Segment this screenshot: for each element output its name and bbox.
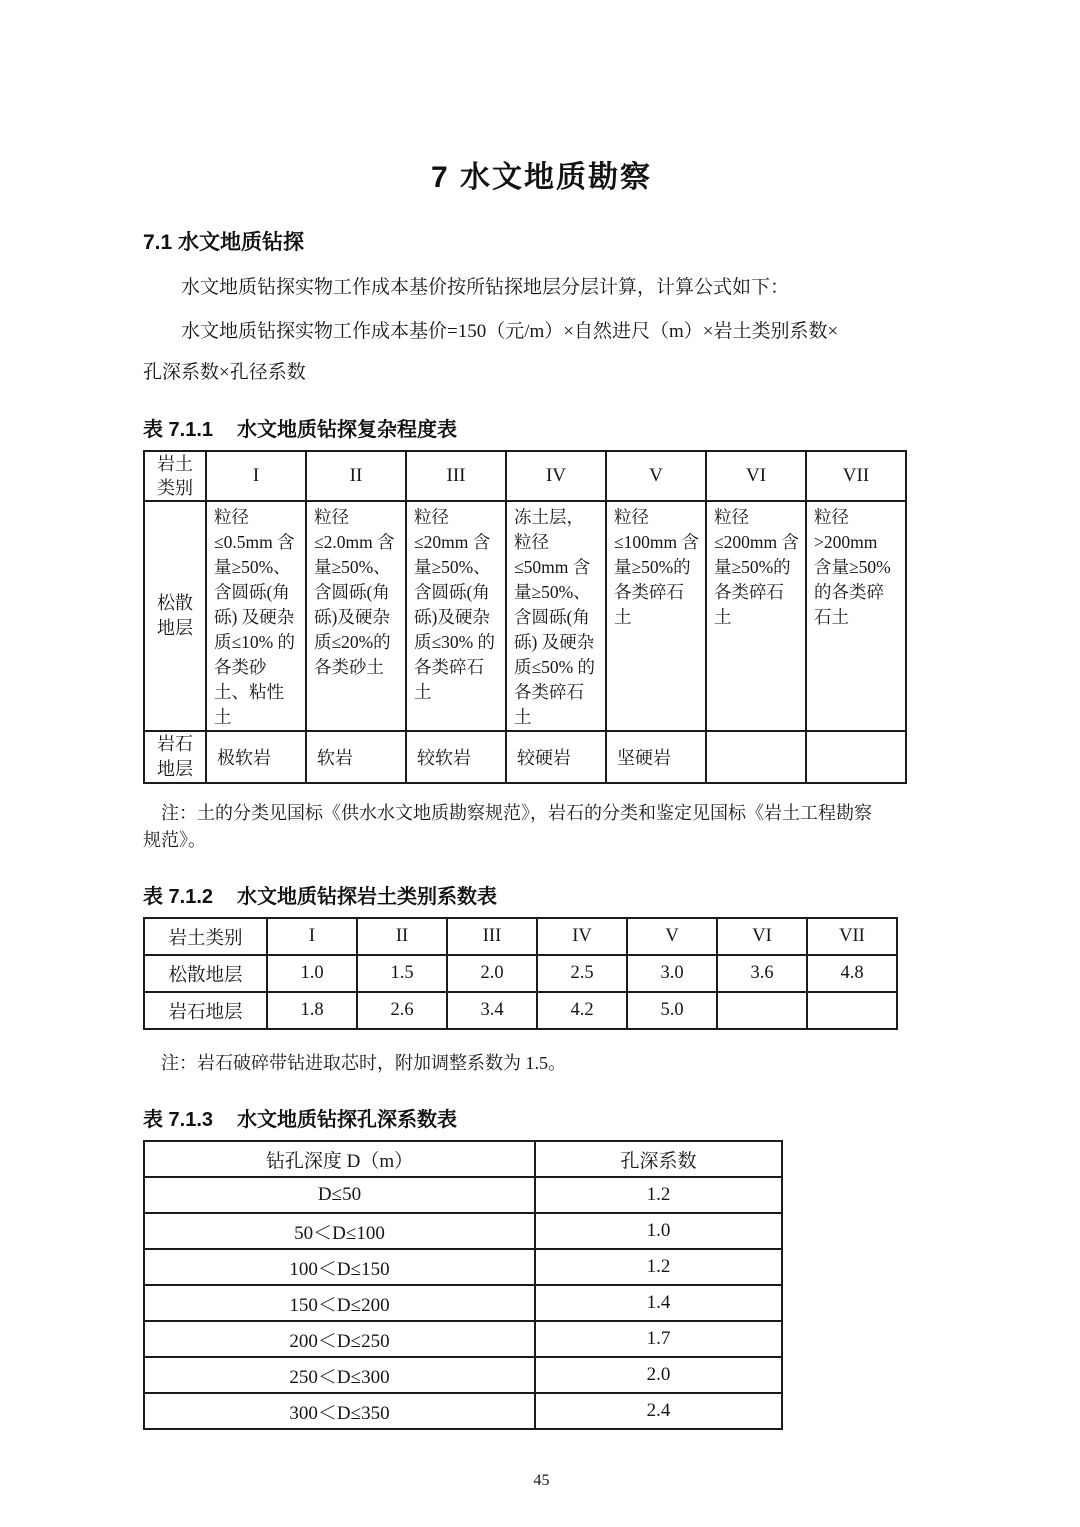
t1-cell [806,731,906,783]
t1-cell: 软岩 [306,731,406,783]
t2-row-label: 岩石地层 [144,992,267,1029]
t1-col-header: V [606,451,706,501]
table-caption-label: 表 7.1.3 [143,1109,214,1131]
t1-col-header: VI [706,451,806,501]
table-row [144,731,906,783]
t1-cell: 较硬岩 [506,731,606,783]
table-row [144,1285,782,1321]
t2-cell: 3.6 [717,955,807,992]
table-7-1-1-caption [143,413,940,442]
t1-col-header: II [306,451,406,501]
table-caption-title: 水文地质钻探复杂程度表 [237,419,458,441]
table-7-1-1 [143,450,907,784]
t3-range-cell: 50＜D≤100 [144,1213,535,1249]
t2-cell: 3.0 [627,955,717,992]
t2-col-header: II [357,918,447,955]
t1-col-header: III [406,451,506,501]
t2-cell [807,992,897,1029]
table-row [144,918,897,955]
t1-cell: 极软岩 [206,731,306,783]
t2-cell: 1.5 [357,955,447,992]
t1-cell: 粒径≤200mm 含量≥50%的各类碎石土 [706,501,806,731]
note-line: 注：土的分类见国标《供水水文地质勘察规范》，岩石的分类和鉴定见国标《岩土工程勘察 [161,803,872,823]
table-7-1-2-note: 注：岩石破碎带钻进取芯时，附加调整系数为 1.5。 [161,1053,566,1073]
t3-range-cell: 100＜D≤150 [144,1249,535,1285]
t3-coef-cell: 1.7 [535,1321,782,1357]
table-caption-label: 表 7.1.1 [143,419,214,441]
t1-cell [706,731,806,783]
t1-cell: 粒径>200mm 含量≥50%的各类碎石土 [806,501,906,731]
table-row [144,451,906,501]
table-7-1-2 [143,917,898,1030]
table-row [144,992,897,1029]
t1-col-header: IV [506,451,606,501]
t2-row-label: 松散地层 [144,955,267,992]
t2-col-header: VII [807,918,897,955]
t2-cell: 1.0 [267,955,357,992]
t1-cell: 粒径≤20mm 含量≥50%、含圆砾(角砾)及硬杂质≤30% 的各类碎石土 [406,501,506,731]
table-7-1-2-caption [143,880,940,909]
t3-coef-cell: 1.2 [535,1249,782,1285]
page-number: 45 [533,1472,550,1489]
table-row [144,1393,782,1429]
t2-col-header: III [447,918,537,955]
t2-cell: 5.0 [627,992,717,1029]
t3-coef-cell: 1.4 [535,1285,782,1321]
table-7-1-3-caption [143,1103,940,1132]
t1-cell: 较软岩 [406,731,506,783]
t2-cell: 4.2 [537,992,627,1029]
t2-cell [717,992,807,1029]
t1-cell: 粒径≤0.5mm 含量≥50%、含圆砾(角砾) 及硬杂质≤10% 的各类砂土、粘性土 [206,501,306,731]
t1-row-label: 松散地层 [144,501,206,731]
table-row [144,1213,782,1249]
t3-coef-cell: 2.4 [535,1393,782,1429]
t3-range-cell: D≤50 [144,1177,535,1213]
formula-line-1: 水文地质钻探实物工作成本基价=150（元/m）×自然进尺（m）×岩土类别系数× [181,321,839,342]
note-line: 规范》。 [143,830,206,850]
t3-range-cell: 150＜D≤200 [144,1285,535,1321]
t3-col-header-coef: 孔深系数 [535,1141,782,1177]
paragraph-intro: 水文地质钻探实物工作成本基价按所钻探地层分层计算，计算公式如下： [181,277,790,298]
table-row [144,1141,782,1177]
t1-cell: 坚硬岩 [606,731,706,783]
table-row [144,955,897,992]
t2-cell: 3.4 [447,992,537,1029]
t2-col-header: IV [537,918,627,955]
table-row [144,1177,782,1213]
t3-range-cell: 250＜D≤300 [144,1357,535,1393]
table-row [144,501,906,731]
t1-cell: 粒径≤100mm 含量≥50%的各类碎石土 [606,501,706,731]
t3-coef-cell: 1.0 [535,1213,782,1249]
t2-cell: 2.5 [537,955,627,992]
table-caption-title: 水文地质钻探岩土类别系数表 [237,886,498,908]
section-heading: 7.1 水文地质钻探 [143,231,305,254]
t1-col-header: I [206,451,306,501]
table-row [144,1357,782,1393]
table-caption-title: 水文地质钻探孔深系数表 [237,1109,458,1131]
t2-cell: 2.6 [357,992,447,1029]
t2-corner-header: 岩土类别 [144,918,267,955]
t1-corner-header: 岩土类别 [144,451,206,501]
t3-coef-cell: 1.2 [535,1177,782,1213]
t2-col-header: I [267,918,357,955]
t1-cell: 冻土层，粒径≤50mm 含量≥50%、含圆砾(角砾) 及硬杂质≤50% 的各类碎石土 [506,501,606,731]
t2-cell: 4.8 [807,955,897,992]
formula-line-2: 孔深系数×孔径系数 [143,362,306,383]
t3-col-header-depth: 钻孔深度 D（m） [144,1141,535,1177]
table-row [144,1249,782,1285]
t3-coef-cell: 2.0 [535,1357,782,1393]
t1-col-header: VII [806,451,906,501]
page-title: 7 水文地质勘察 [430,161,653,194]
table-7-1-1-note [143,800,940,854]
t2-col-header: V [627,918,717,955]
table-caption-label: 表 7.1.2 [143,886,214,908]
t1-cell: 粒径≤2.0mm 含量≥50%、含圆砾(角砾)及硬杂质≤20%的各类砂土 [306,501,406,731]
t2-col-header: VI [717,918,807,955]
t3-range-cell: 300＜D≤350 [144,1393,535,1429]
t2-cell: 2.0 [447,955,537,992]
t1-row-label: 岩石地层 [144,731,206,783]
t3-range-cell: 200＜D≤250 [144,1321,535,1357]
paragraph-formula [143,318,940,387]
t2-cell: 1.8 [267,992,357,1029]
table-row [144,1321,782,1357]
table-7-1-3 [143,1140,783,1430]
